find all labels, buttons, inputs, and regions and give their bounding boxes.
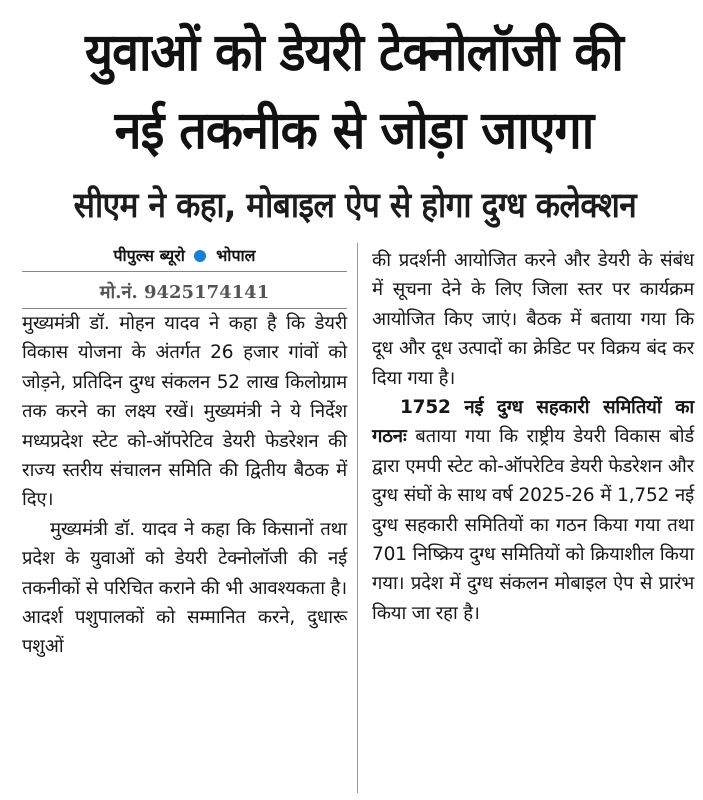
headline-line-2: नई तकनीक से जोड़ा जाएगा	[114, 101, 594, 161]
right-column	[372, 246, 694, 628]
right-paragraph-1: की प्रदर्शनी आयोजित करने और डेयरी के संबंध में सूचना देने के लिए जिला स्तर पर कार्यक्रम आयोजित किए जाएं। बैठक में बताया गया कि दूध और दूध उत्पादों का क्रेडिट पर विक्रय बंद कर दिया गया है।	[372, 250, 694, 389]
mobile-number: मो.नं. 9425174141	[22, 278, 347, 309]
left-paragraph-1: मुख्यमंत्री डॉ. मोहन यादव ने कहा है कि डेयरी विकास योजना के अंतर्गत 26 हजार गांवों को जोड़ने, प्रतिदिन दुग्ध संकलन 52 लाख किलोग्राम तक करने का लक्ष्य रखें। मुख्यमंत्री ने ये निर्देश मध्यप्रदेश स्टेट को-ऑपरेटिव डेयरी फेडरेशन की राज्य स्तरीय संचालन समिति की द्वितीय बैठक में दिए।	[22, 313, 347, 511]
byline-city: भोपाल	[216, 246, 256, 265]
left-column	[22, 243, 347, 662]
byline-bureau: पीपुल्स ब्यूरो	[113, 246, 185, 265]
subheadline: सीएम ने कहा, मोबाइल ऐप से होगा दुग्ध कलेक्शन	[73, 186, 637, 226]
right-paragraph-2-text: बताया गया कि राष्ट्रीय डेयरी विकास बोर्ड द्वारा एमपी स्टेट को-ऑपरेटिव डेयरी फेडरेशन और दुग्ध संघों के साथ वर्ष 2025-26 में 1,752 नई दुग्ध सहकारी समितियों का गठन किया गया तथा 701 निष्क्रिय दुग्ध समितियों को क्रियाशील किया गया। प्रदेश में दुग्ध संकलन मोबाइल ऐप से प्रारंभ किया जा रहा है।	[372, 426, 694, 624]
byline-dot-icon	[194, 250, 206, 262]
byline	[22, 243, 347, 272]
column-divider	[357, 243, 358, 793]
section-subhead: 1752 नई दुग्ध सहकारी समितियों का गठनः	[372, 397, 694, 448]
headline-line-1: युवाओं को डेयरी टेक्नोलॉजी की	[85, 23, 623, 83]
right-paragraph-2	[372, 393, 694, 628]
left-paragraph-2: मुख्यमंत्री डॉ. यादव ने कहा कि किसानों तथा प्रदेश के युवाओं को डेयरी टेक्नोलॉजी की नई तकनीकों से परिचित कराने की भी आवश्यकता है। आदर्श पशुपालकों को सम्मानित करने, दुधारू पशुओं	[22, 518, 347, 658]
